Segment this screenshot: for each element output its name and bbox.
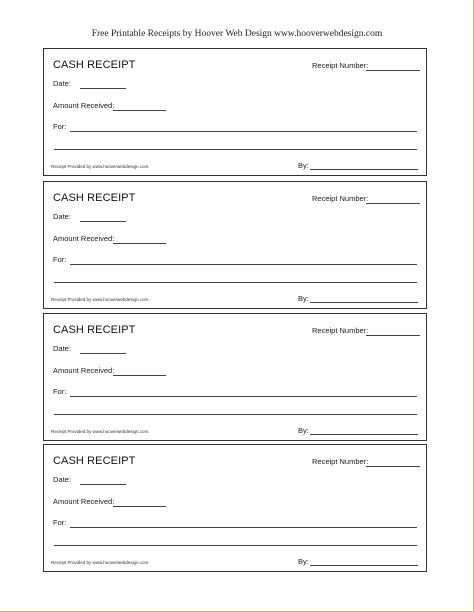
date-label: Date: [53, 344, 71, 353]
cash-receipt-4 [43, 444, 427, 572]
amount-received-label: Amount Received: [53, 366, 115, 375]
receipt-number-field[interactable] [366, 335, 420, 336]
by-field[interactable] [310, 565, 418, 566]
date-field[interactable] [80, 88, 126, 89]
for-field-continued[interactable] [54, 282, 417, 283]
by-label: By: [298, 557, 309, 566]
receipt-title: CASH RECEIPT [53, 192, 136, 204]
by-field[interactable] [310, 434, 418, 435]
for-field[interactable] [70, 527, 417, 528]
receipt-number-label: Receipt Number: [312, 194, 369, 203]
for-field[interactable] [70, 264, 417, 265]
cash-receipt-3 [43, 313, 427, 441]
for-label: For: [53, 518, 67, 527]
for-field-continued[interactable] [54, 149, 417, 150]
for-field[interactable] [70, 396, 417, 397]
for-field-continued[interactable] [54, 414, 417, 415]
receipt-number-field[interactable] [366, 70, 420, 71]
cash-receipt-2 [43, 181, 427, 309]
footer-credit: Receipt Provided by www.hooverwebdesign.com. [51, 297, 150, 302]
by-label: By: [298, 161, 309, 170]
by-label: By: [298, 426, 309, 435]
amount-received-label: Amount Received: [53, 497, 115, 506]
cash-receipt-1 [43, 48, 427, 176]
date-label: Date: [53, 212, 71, 221]
date-label: Date: [53, 475, 71, 484]
for-label: For: [53, 387, 67, 396]
receipt-number-label: Receipt Number: [312, 457, 369, 466]
receipt-number-label: Receipt Number: [312, 61, 369, 70]
receipt-number-label: Receipt Number: [312, 326, 369, 335]
date-field[interactable] [80, 353, 126, 354]
date-field[interactable] [80, 221, 126, 222]
footer-credit: Receipt Provided by www.hooverwebdesign.com. [51, 560, 150, 565]
for-field[interactable] [70, 131, 417, 132]
receipt-number-field[interactable] [366, 203, 420, 204]
amount-received-field[interactable] [113, 243, 166, 244]
amount-received-field[interactable] [113, 375, 166, 376]
by-field[interactable] [310, 169, 418, 170]
receipt-title: CASH RECEIPT [53, 324, 136, 336]
amount-received-label: Amount Received: [53, 234, 115, 243]
receipt-title: CASH RECEIPT [53, 455, 136, 467]
amount-received-field[interactable] [113, 110, 166, 111]
for-field-continued[interactable] [54, 545, 417, 546]
date-label: Date: [53, 79, 71, 88]
page-header: Free Printable Receipts by Hoover Web Design www.hooverwebdesign.com [91, 29, 383, 39]
receipt-title: CASH RECEIPT [53, 59, 136, 71]
date-field[interactable] [80, 484, 126, 485]
for-label: For: [53, 255, 67, 264]
amount-received-field[interactable] [113, 506, 166, 507]
by-field[interactable] [310, 302, 418, 303]
receipt-number-field[interactable] [366, 466, 420, 467]
amount-received-label: Amount Received: [53, 101, 115, 110]
footer-credit: Receipt Provided by www.hooverwebdesign.com. [51, 164, 150, 169]
footer-credit: Receipt Provided by www.hooverwebdesign.com. [51, 429, 150, 434]
by-label: By: [298, 294, 309, 303]
for-label: For: [53, 122, 67, 131]
